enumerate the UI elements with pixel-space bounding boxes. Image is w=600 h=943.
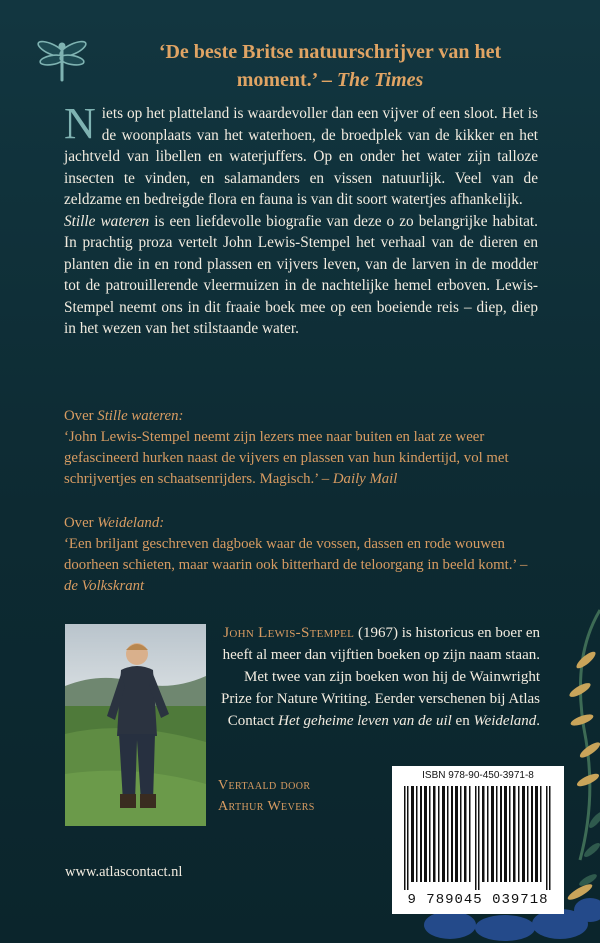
author-bio-text: (1967) is historicus en boer en heeft al meer dan vijftien boeken op zijn naam staan. Met twee van zijn boeken won hij de Wainwright Prize for Nature Writing. Eerder verschenen bij Atlas Contact — [220, 625, 540, 729]
review-source: Daily Mail — [332, 471, 398, 487]
author-bio-end: . — [536, 713, 540, 729]
author-name: John Lewis-Stempel — [223, 625, 355, 641]
author-photo — [65, 624, 206, 826]
barcode-digits: 9 789045 039718 — [407, 892, 549, 908]
isbn-barcode — [392, 766, 564, 914]
author-bio-and: en — [451, 713, 474, 729]
publisher-website: www.atlascontact.nl — [65, 864, 183, 880]
review-source: de Volkskrant — [64, 578, 145, 594]
quote-source: The Times — [336, 69, 424, 91]
cover-quote — [120, 38, 540, 94]
review-over-label: Over — [64, 515, 94, 531]
barcode-bars — [402, 786, 554, 890]
dropcap: N — [64, 99, 96, 148]
review-book-title: Stille wateren: — [97, 408, 184, 424]
description-paragraph-1: iets op het platteland is waardevoller dan een vijver of een sloot. Het is de woonplaats van het waterhoen, de broedplek van de kikker en het jachtveld van libellen en waterjuffers. Op en onder het water zijn talloze insecten te vinden, en salamanders en vissen natuurlijk. Veel van de zeldzame en bedreigde flora en fauna is van dit soort watertjes afhankelijk. — [64, 105, 538, 208]
author-bio — [218, 622, 540, 732]
review-text: ‘John Lewis-Stempel neemt zijn lezers mee naar buiten en laat ze weer gefascineerd hurken naast de vijvers en plassen van hun kindertijd, vol met schrijvertjes en schaatsenrijders. Magisch.’ – — [64, 429, 509, 487]
quote-text: ‘De beste Britse natuurschrijver van het moment.’ – — [158, 41, 502, 91]
review-stille-wateren — [64, 406, 538, 490]
book-title-inline: Stille wateren — [64, 212, 150, 230]
description-paragraph-2 — [64, 211, 538, 340]
translator-label: Vertaald door — [218, 778, 311, 793]
translator-credit — [218, 775, 398, 817]
translator-name: Arthur Wevers — [218, 799, 315, 814]
review-over-label: Over — [64, 408, 94, 424]
book-description — [64, 99, 538, 340]
isbn-label: ISBN 978-90-450-3971-8 — [422, 770, 534, 781]
dragonfly-icon — [34, 36, 90, 82]
author-book-2: Weideland — [473, 713, 537, 729]
description-paragraph-2-text: is een liefdevolle biografie van deze o zo belangrijke habitat. In prachtig proza vertelt John Lewis-Stempel het verhaal van de dieren en planten die in en rond plassen en vijvers leven, van de larven in de modder tot de patrouillerende vleermuizen in de nachtelijke hemel erboven. Lewis-Stempel neemt ons in dit fraaie boek mee op een boeiende reis – diep, diep in het wezen van het stilstaande water. — [64, 212, 538, 337]
review-text: ‘Een briljant geschreven dagboek waar de vossen, dassen en rode wouwen doorheen schieten, maar waarin ook bitterhard de teloorgang in beeld komt.’ – — [64, 536, 528, 573]
review-book-title: Weideland: — [97, 515, 165, 531]
review-weideland — [64, 513, 538, 597]
author-book-1: Het geheime leven van de uil — [278, 713, 452, 729]
